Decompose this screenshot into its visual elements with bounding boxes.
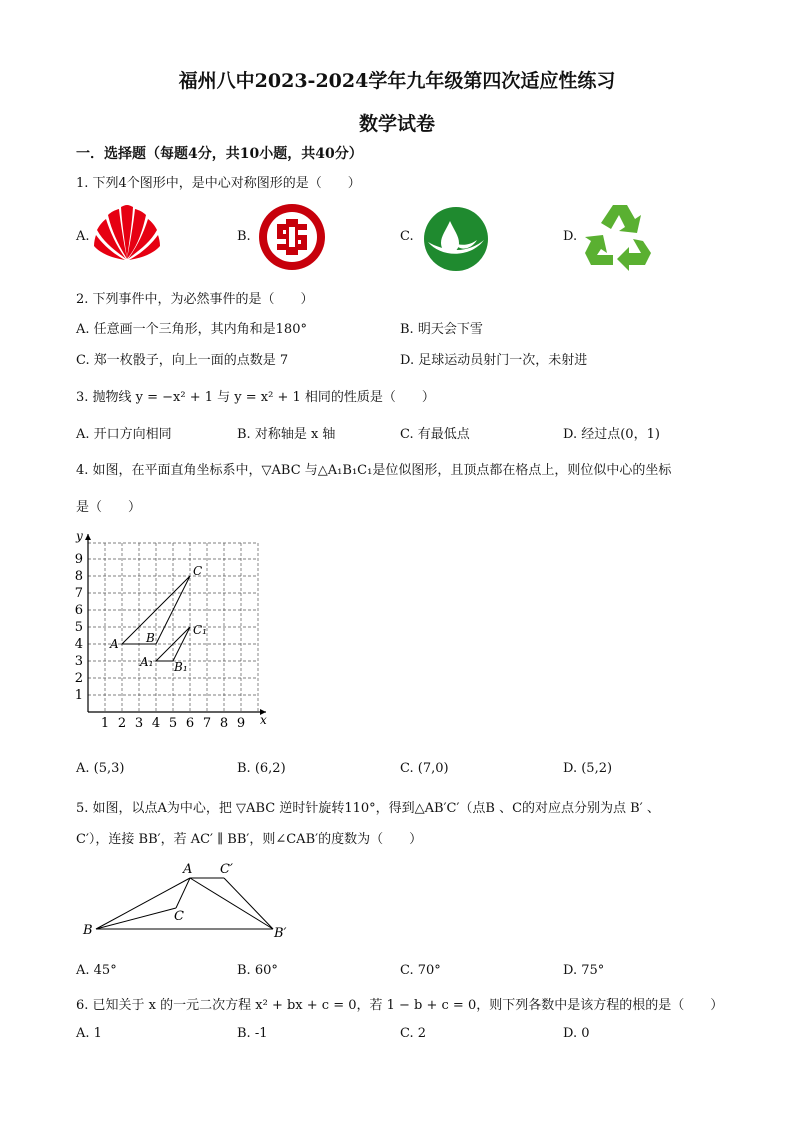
q2-option-b: B. 明天会下雪 [400,322,483,337]
point-b-label: B [83,923,93,938]
x-axis-label: x [260,713,267,727]
q2-option-d: D. 足球运动员射门一次，未射进 [400,353,588,368]
q4-option-c: C. (7,0) [400,761,449,776]
x-tick-9: 9 [236,716,246,731]
point-b1-label: B₁ [174,660,188,674]
q3-option-b: B. 对称轴是 x 轴 [237,427,336,442]
q6-option-c: C. 2 [400,1026,427,1041]
x-tick-6: 6 [185,716,195,731]
q4-coordinate-graph [70,528,280,734]
question-5-stem-line2: C′），连接 BB′，若 AC′ ∥ BB′，则∠CAB′的度数为（ ） [76,832,423,847]
question-1-stem: 1. 下列4个图形中，是中心对称图形的是（ ） [76,176,361,191]
question-3-stem: 3. 抛物线 y = −x² + 1 与 y = x² + 1 相同的性质是（ ） [76,390,435,405]
huawei-logo-icon [92,203,162,261]
q1-option-c-label: C. [400,229,414,244]
point-b-prime-label: B′ [274,926,287,941]
y-tick-4: 4 [74,637,83,652]
q2-option-c: C. 郑一枚骰子，向上一面的点数是 7 [76,353,289,368]
point-a-label: A [110,637,119,651]
question-4-stem-line2: 是（ ） [76,500,142,515]
y-tick-1: 1 [74,688,83,703]
question-2-stem: 2. 下列事件中，为必然事件的是（ ） [76,292,314,307]
x-tick-7: 7 [202,716,212,731]
y-axis-label: y [76,529,83,543]
y-tick-6: 6 [74,603,83,618]
water-drop-logo-icon [423,206,489,272]
x-tick-1: 1 [100,716,110,731]
q2-option-a: A. 任意画一个三角形，其内角和是180° [76,322,307,337]
section-heading: 一．选择题（每题4分，共10小题，共40分） [76,146,363,162]
q5-option-b: B. 60° [237,963,278,978]
q3-option-d: D. 经过点(0，1) [563,427,660,442]
q1-option-b-label: B. [237,229,251,244]
q1-option-a-label: A. [76,229,90,244]
point-c-label: C [193,564,203,578]
question-4-stem-line1: 4. 如图，在平面直角坐标系中，▽ABC 与△A₁B₁C₁是位似图形，且顶点都在格点上，则位似中心的坐标 [76,463,672,478]
q3-option-c: C. 有最低点 [400,427,470,442]
y-tick-5: 5 [74,620,83,635]
x-tick-2: 2 [117,716,127,731]
q5-rotation-figure [78,858,298,946]
q5-option-d: D. 75° [563,963,605,978]
recycle-logo-icon [583,201,655,271]
page-subtitle: 数学试卷 [358,113,435,135]
y-tick-9: 9 [74,552,83,567]
q4-option-a: A. (5,3) [76,761,125,776]
point-c-prime-label: C′ [220,862,233,877]
y-tick-2: 2 [74,671,83,686]
point-a-label: A [183,862,193,877]
x-tick-4: 4 [151,716,161,731]
question-6-stem: 6. 已知关于 x 的一元二次方程 x² + bx + c = 0，若 1 − b + c = 0，则下列各数中是该方程的根的是（ ） [76,998,724,1013]
y-tick-7: 7 [74,586,83,601]
point-c1-label: C₁ [193,623,207,637]
point-c-label: C [174,909,184,924]
y-tick-8: 8 [74,569,83,584]
x-tick-5: 5 [168,716,178,731]
point-a1-label: A₁ [140,655,154,669]
q6-option-d: D. 0 [563,1026,590,1041]
q3-option-a: A. 开口方向相同 [76,427,172,442]
question-5-stem-line1: 5. 如图，以点A为中心，把 ▽ABC 逆时针旋转110°，得到△AB′C′（点B 、C的对应点分别为点 B′ 、 [76,801,660,816]
q5-option-c: C. 70° [400,963,441,978]
q1-option-d-label: D. [563,229,578,244]
q6-option-a: A. 1 [76,1026,102,1041]
point-b-label: B [146,631,155,645]
y-tick-3: 3 [74,654,83,669]
x-tick-8: 8 [219,716,229,731]
x-tick-3: 3 [134,716,144,731]
q4-option-d: D. (5,2) [563,761,613,776]
q6-option-b: B. -1 [237,1026,268,1041]
page-title: 福州八中2023-2024学年九年级第四次适应性练习 [178,70,616,92]
q5-option-a: A. 45° [76,963,117,978]
q4-option-b: B. (6,2) [237,761,286,776]
icbc-logo-icon [258,203,326,271]
y-axis-arrow-icon [85,534,91,540]
